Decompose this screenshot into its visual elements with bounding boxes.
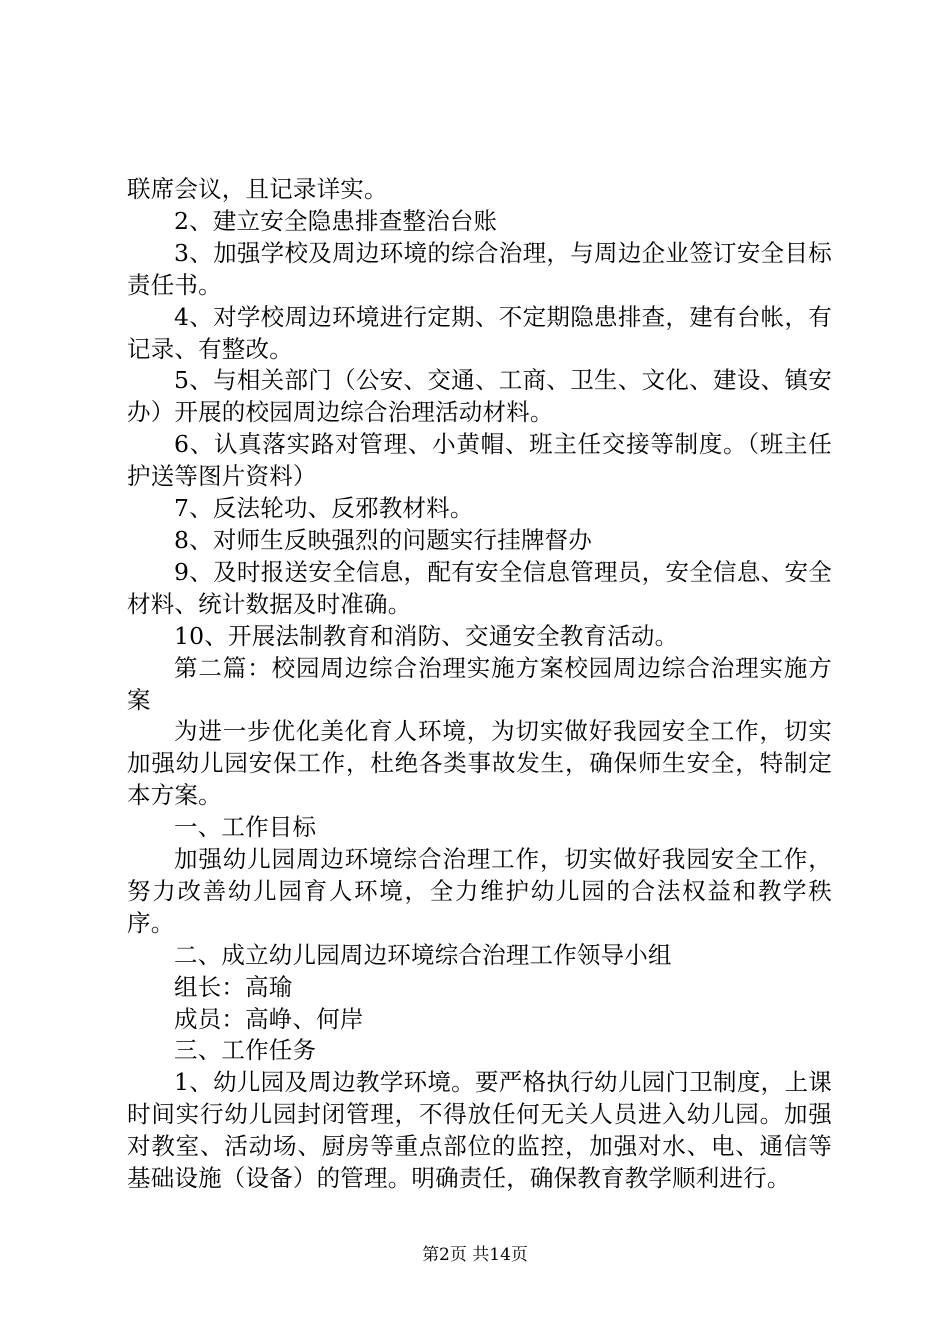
paragraph-10: 10、开展法制教育和消防、交通安全教育活动。: [174, 621, 679, 650]
heading-work-tasks: 三、工作任务: [174, 1036, 317, 1065]
paragraph-7: 7、反法轮功、反邪教材料。: [174, 494, 474, 523]
paragraph-group-leader: 组长：高瑜: [174, 972, 293, 1001]
section-title-second-chapter: 第二篇：校园周边综合治理实施方案校园周边综合治理实施方案: [127, 653, 832, 714]
heading-leadership-group: 二、成立幼儿园周边环境综合治理工作领导小组: [174, 940, 672, 969]
paragraph-4: 4、对学校周边环境进行定期、不定期隐患排查，建有台帐，有记录、有整改。: [127, 302, 832, 363]
document-body: [127, 174, 832, 1195]
page-number-footer: 第2页 共14页: [422, 1245, 528, 1265]
paragraph-1: 联席会议，且记录详实。: [127, 175, 388, 203]
paragraph-3: 3、加强学校及周边环境的综合治理，与周边企业签订安全目标责任书。: [127, 238, 832, 299]
paragraph-5: 5、与相关部门（公安、交通、工商、卫生、文化、建设、镇安办）开展的校园周边综合治理活动材料。: [127, 366, 832, 427]
paragraph-intro: 为进一步优化美化育人环境，为切实做好我园安全工作，切实加强幼儿园安保工作，杜绝各类事故发生，确保师生安全，特制定本方案。: [127, 717, 832, 810]
paragraph-8: 8、对师生反映强烈的问题实行挂牌督办: [174, 525, 593, 554]
paragraph-task-1: 1、幼儿园及周边教学环境。要严格执行幼儿园门卫制度，上课时间实行幼儿园封闭管理，不得放任何无关人员进入幼儿园。加强对教室、活动场、厨房等重点部位的监控，加强对水、电、通信等基础设施（设备）的管理。明确责任，确保教育教学顺利进行。: [127, 1068, 832, 1193]
paragraph-9: 9、及时报送安全信息，配有安全信息管理员，安全信息、安全材料、统计数据及时准确。: [127, 557, 832, 618]
heading-work-goal: 一、工作目标: [174, 813, 317, 842]
paragraph-6: 6、认真落实路对管理、小黄帽、班主任交接等制度。（班主任护送等图片资料）: [127, 430, 832, 491]
paragraph-work-goal: 加强幼儿园周边环境综合治理工作，切实做好我园安全工作，努力改善幼儿园育人环境，全力维护幼儿园的合法权益和教学秩序。: [127, 845, 832, 937]
paragraph-group-members: 成员：高峥、何岸: [174, 1004, 364, 1033]
paragraph-2: 2、建立安全隐患排查整治台账: [174, 206, 498, 235]
